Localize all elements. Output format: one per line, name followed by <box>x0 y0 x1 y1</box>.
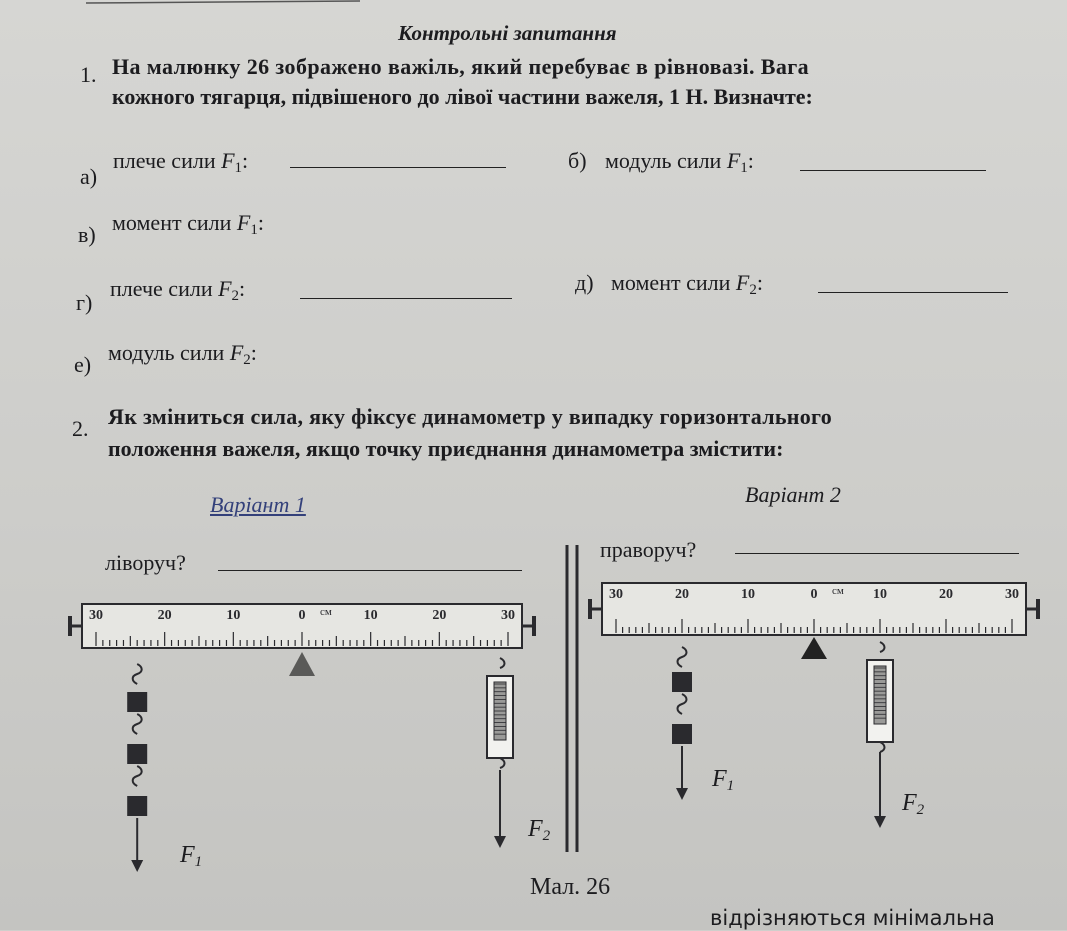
right-weight-1 <box>672 672 692 692</box>
left-tick-label: 0 <box>298 608 306 623</box>
left-dynamometer <box>487 658 513 768</box>
left-weight-1 <box>127 692 147 712</box>
variant2-question: праворуч? <box>600 537 697 562</box>
right-weight-2 <box>672 724 692 744</box>
right-tick-label: 30 <box>1005 587 1019 602</box>
footer-fragment: відрізняються мінімальна <box>710 906 995 930</box>
left-tick-label: 30 <box>89 608 103 623</box>
q1v-text: момент сили $F_1$: <box>112 210 264 238</box>
variant1-label: Варіант 1 <box>210 492 306 517</box>
left-tick-label: 20 <box>157 608 172 623</box>
left-weight-hook <box>133 714 142 734</box>
q1v-label: в) <box>78 222 96 247</box>
right-f1-label: $F_1$ <box>712 766 735 794</box>
q1-number: 1. <box>80 62 97 87</box>
left-weight-hook <box>133 766 142 786</box>
q1-line2: кожного тягарця, підвішеного до лівої частини важеля, 1 Н. Визначте: <box>112 84 813 109</box>
q2-line1: Як зміниться сила, яку фіксує динамометр у випадку горизонтального <box>108 404 833 429</box>
left-f1-label: $F_1$ <box>180 842 203 870</box>
left-weight-hook <box>133 664 142 684</box>
right-unit-label: см <box>832 585 844 597</box>
right-dynamometer <box>867 642 893 752</box>
left-tick-label: 30 <box>501 608 515 623</box>
q1b-label: б) <box>568 148 587 173</box>
page-top-rule <box>86 1 360 3</box>
left-unit-label: см <box>320 606 332 618</box>
q1d-text: момент сили $F_2$: <box>611 270 763 298</box>
variant1-question: ліворуч? <box>105 550 186 575</box>
right-f1-arrow-head <box>676 788 688 800</box>
q2-line2: положення важеля, якщо точку приєднання динамометра змістити: <box>108 436 784 461</box>
right-tick-label: 20 <box>939 587 953 602</box>
left-tick-label: 10 <box>363 608 378 623</box>
right-dynamometer-hook-bottom <box>880 742 885 752</box>
q1g-text: плече сили $F_2$: <box>110 276 246 304</box>
left-lever <box>70 604 534 648</box>
left-fulcrum <box>289 652 315 676</box>
right-tick-label: 10 <box>873 587 887 602</box>
left-f2-arrow-head <box>494 836 506 848</box>
left-dynamometer-hook-top <box>500 658 505 668</box>
left-weight-2 <box>127 744 147 764</box>
right-tick-label: 30 <box>609 587 623 602</box>
q1b-text: модуль сили $F_1$: <box>605 148 754 176</box>
q1g-label: г) <box>76 290 93 315</box>
q1d-label: д) <box>575 270 594 295</box>
left-weight-3 <box>127 796 147 816</box>
q2-number: 2. <box>72 416 89 441</box>
left-f1-arrow-head <box>131 860 143 872</box>
right-weight-hook <box>678 694 687 714</box>
section-title: Контрольні запитання <box>398 21 617 45</box>
figure-caption: Мал. 26 <box>530 874 611 900</box>
right-weight-hook <box>678 647 687 667</box>
q1a-label: а) <box>80 164 98 189</box>
left-dynamometer-hook-bottom <box>500 758 505 768</box>
variant2-label: Варіант 2 <box>745 482 841 507</box>
right-tick-label: 10 <box>741 587 755 602</box>
right-tick-label: 0 <box>810 587 818 602</box>
right-lever <box>590 583 1038 635</box>
right-fulcrum <box>801 637 827 659</box>
right-f2-arrow-head <box>874 816 886 828</box>
right-dynamometer-hook-top <box>880 642 885 652</box>
left-f2-label: $F_2$ <box>528 816 551 844</box>
left-tick-label: 20 <box>432 608 447 623</box>
q1e-text: модуль сили $F_2$: <box>108 340 257 368</box>
q1a-text: плече сили $F_1$: <box>113 148 249 176</box>
left-tick-label: 10 <box>226 608 241 623</box>
q1e-label: е) <box>74 352 92 377</box>
right-f2-label: $F_2$ <box>902 790 925 818</box>
right-tick-label: 20 <box>675 587 689 602</box>
q1-line1: На малюнку 26 зображено важіль, який перебуває в рівновазі. Вага <box>112 54 810 79</box>
